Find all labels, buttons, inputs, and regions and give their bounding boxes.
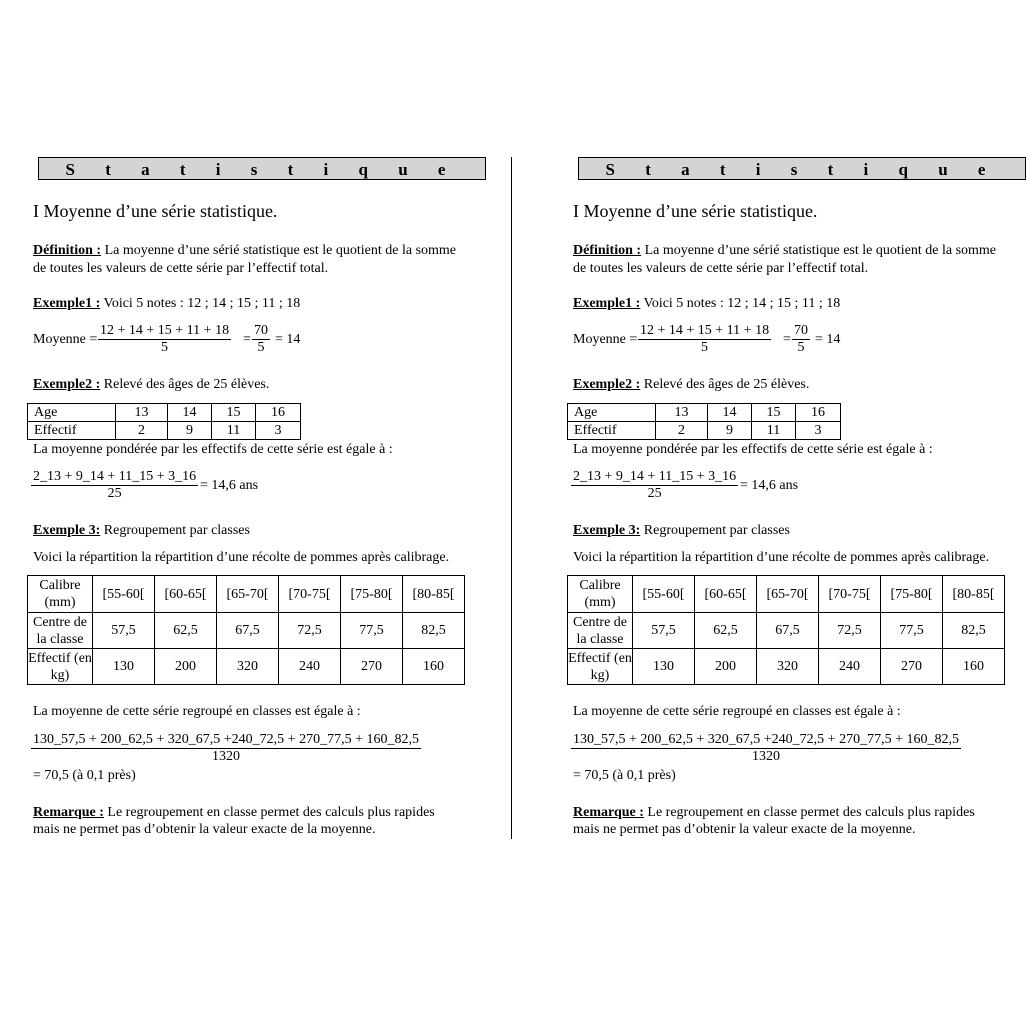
definition-label: Définition : bbox=[33, 243, 102, 258]
table-cell: 160 bbox=[943, 649, 1005, 685]
exemple1-line bbox=[33, 296, 300, 312]
section-heading: I Moyenne d’une série statistique. bbox=[33, 201, 278, 221]
table-cell: 3 bbox=[256, 422, 301, 440]
exemple3-label: Exemple 3: bbox=[33, 523, 101, 538]
table-cell: 2 bbox=[656, 422, 708, 440]
ponderee-sentence: La moyenne pondérée par les effectifs de cette série est égale à : bbox=[33, 442, 393, 457]
title-bar: S t a t i s t i q u e bbox=[38, 157, 486, 180]
fraction-calibre bbox=[31, 732, 421, 765]
table-cell: 11 bbox=[212, 422, 256, 440]
table-cell: 15 bbox=[212, 404, 256, 422]
page-content bbox=[0, 0, 493, 1024]
ages-result: = 14,6 ans bbox=[740, 478, 799, 493]
exemple2-line bbox=[33, 377, 269, 393]
exemple2-text: Relevé des âges de 25 élèves. bbox=[100, 377, 270, 392]
table-cell: 240 bbox=[279, 649, 341, 685]
definition-line1 bbox=[33, 243, 456, 259]
remarque-label: Remarque : bbox=[573, 805, 644, 820]
equals-sign: = bbox=[243, 332, 251, 347]
remarque-text: Le regroupement en classe permet des calculs plus rapides bbox=[643, 805, 975, 820]
table-cell: 16 bbox=[796, 404, 841, 422]
calibre-result: = 70,5 (à 0,1 près) bbox=[573, 768, 676, 783]
table-cell: 77,5 bbox=[341, 613, 403, 649]
table-cell: Effectif (en kg) bbox=[28, 650, 92, 683]
ages-table bbox=[27, 403, 301, 440]
table-cell: 82,5 bbox=[943, 613, 1005, 649]
exemple1-label: Exemple1 : bbox=[573, 296, 641, 311]
fraction-denominator: 5 bbox=[797, 340, 805, 355]
fraction-numerator: 130_57,5 + 200_62,5 + 320_67,5 +240_72,5 + 270_77,5 + 160_82,5 bbox=[33, 732, 419, 747]
table-row bbox=[28, 613, 465, 649]
table-cell: [55-60[ bbox=[93, 576, 155, 613]
table-cell: 270 bbox=[341, 649, 403, 685]
exemple2-text: Relevé des âges de 25 élèves. bbox=[640, 377, 810, 392]
table-cell: 57,5 bbox=[93, 613, 155, 649]
table-cell: Calibre (mm) bbox=[28, 576, 93, 613]
fraction-denominator: 1320 bbox=[751, 749, 780, 764]
ponderee-sentence: La moyenne pondérée par les effectifs de cette série est égale à : bbox=[573, 442, 933, 457]
table-cell: 67,5 bbox=[757, 613, 819, 649]
table-cell: 3 bbox=[796, 422, 841, 440]
table-cell: 200 bbox=[155, 649, 217, 685]
definition-line2: de toutes les valeurs de cette série par l’effectif total. bbox=[573, 261, 869, 276]
table-cell: [75-80[ bbox=[881, 576, 943, 613]
remarque-label: Remarque : bbox=[33, 805, 104, 820]
table-cell: [60-65[ bbox=[695, 576, 757, 613]
fraction-total bbox=[792, 323, 810, 356]
table-cell: 270 bbox=[881, 649, 943, 685]
table-cell: [55-60[ bbox=[633, 576, 695, 613]
exemple3-intro: Voici la répartition la répartition d’une récolte de pommes après calibrage. bbox=[573, 550, 990, 565]
regroupe-sentence: La moyenne de cette série regroupé en classes est égale à : bbox=[33, 704, 361, 719]
table-cell: Effectif bbox=[28, 422, 116, 440]
title-bar: S t a t i s t i q u e bbox=[578, 157, 1026, 180]
table-cell: 15 bbox=[752, 404, 796, 422]
moyenne-result: = 14 bbox=[275, 332, 301, 347]
remarque-line2: mais ne permet pas d’obtenir la valeur exacte de la moyenne. bbox=[573, 822, 916, 837]
table-cell: [60-65[ bbox=[155, 576, 217, 613]
table-cell: 13 bbox=[656, 404, 708, 422]
table-cell: 14 bbox=[168, 404, 212, 422]
table-cell: 160 bbox=[403, 649, 465, 685]
exemple1-text: Voici 5 notes : 12 ; 14 ; 15 ; 11 ; 18 bbox=[100, 296, 301, 311]
page-content bbox=[533, 0, 1033, 1024]
fraction-numerator: 12 + 14 + 15 + 11 + 18 bbox=[100, 323, 230, 338]
fraction-total bbox=[252, 323, 270, 356]
fraction-ages bbox=[31, 469, 198, 502]
table-row bbox=[28, 404, 301, 422]
remarque-line1 bbox=[33, 805, 435, 821]
table-cell: 72,5 bbox=[819, 613, 881, 649]
fraction-numerator: 70 bbox=[254, 323, 268, 338]
fraction-calibre bbox=[571, 732, 961, 765]
table-cell: 67,5 bbox=[217, 613, 279, 649]
table-cell: [80-85[ bbox=[943, 576, 1005, 613]
table-cell: Age bbox=[28, 404, 116, 422]
table-cell: 72,5 bbox=[279, 613, 341, 649]
moyenne-label: Moyenne = bbox=[573, 332, 638, 347]
table-cell: Effectif bbox=[568, 422, 656, 440]
exemple3-text: Regroupement par classes bbox=[100, 523, 250, 538]
table-cell: Centre de la classe bbox=[568, 613, 633, 649]
table-cell: [75-80[ bbox=[341, 576, 403, 613]
definition-line1 bbox=[573, 243, 996, 259]
table-cell: [80-85[ bbox=[403, 576, 465, 613]
table-cell: 9 bbox=[168, 422, 212, 440]
ages-result: = 14,6 ans bbox=[200, 478, 259, 493]
table-cell: 2 bbox=[116, 422, 168, 440]
table-cell: [70-75[ bbox=[279, 576, 341, 613]
fraction-denominator: 25 bbox=[107, 486, 122, 501]
fraction-numerator: 2_13 + 9_14 + 11_15 + 3_16 bbox=[573, 469, 737, 484]
moyenne-result: = 14 bbox=[815, 332, 841, 347]
exemple3-text: Regroupement par classes bbox=[640, 523, 790, 538]
definition-label: Définition : bbox=[573, 243, 642, 258]
table-row bbox=[568, 649, 1005, 685]
exemple2-line bbox=[573, 377, 809, 393]
table-row bbox=[28, 576, 465, 613]
table-row bbox=[28, 422, 301, 440]
table-cell: 130 bbox=[633, 649, 695, 685]
fraction-notes bbox=[638, 323, 771, 356]
definition-text: La moyenne d’une sérié statistique est le quotient de la somme bbox=[641, 243, 997, 258]
table-cell: 16 bbox=[256, 404, 301, 422]
remarque-line1 bbox=[573, 805, 975, 821]
table-cell: Effectif (en kg) bbox=[568, 650, 632, 683]
fraction-numerator: 70 bbox=[794, 323, 808, 338]
fraction-numerator: 130_57,5 + 200_62,5 + 320_67,5 +240_72,5 + 270_77,5 + 160_82,5 bbox=[573, 732, 959, 747]
section-heading: I Moyenne d’une série statistique. bbox=[573, 201, 818, 221]
page-right bbox=[512, 0, 999, 1024]
fraction-denominator: 5 bbox=[161, 340, 169, 355]
table-row bbox=[568, 404, 841, 422]
remarque-line2: mais ne permet pas d’obtenir la valeur exacte de la moyenne. bbox=[33, 822, 376, 837]
table-cell: Centre de la classe bbox=[28, 613, 93, 649]
fraction-numerator: 12 + 14 + 15 + 11 + 18 bbox=[640, 323, 770, 338]
table-row bbox=[28, 649, 465, 685]
calibre-table bbox=[567, 575, 1005, 685]
exemple3-label: Exemple 3: bbox=[573, 523, 641, 538]
table-cell: 13 bbox=[116, 404, 168, 422]
table-cell: 240 bbox=[819, 649, 881, 685]
fraction-denominator: 5 bbox=[257, 340, 265, 355]
table-cell: 200 bbox=[695, 649, 757, 685]
page-left bbox=[0, 0, 512, 1024]
table-row bbox=[568, 613, 1005, 649]
fraction-denominator: 1320 bbox=[211, 749, 240, 764]
ages-table bbox=[567, 403, 841, 440]
fraction-ages bbox=[571, 469, 738, 502]
definition-line2: de toutes les valeurs de cette série par l’effectif total. bbox=[33, 261, 329, 276]
fraction-numerator: 2_13 + 9_14 + 11_15 + 3_16 bbox=[33, 469, 197, 484]
table-cell: 14 bbox=[708, 404, 752, 422]
table-cell: 62,5 bbox=[695, 613, 757, 649]
exemple2-label: Exemple2 : bbox=[33, 377, 101, 392]
table-cell: 57,5 bbox=[633, 613, 695, 649]
exemple1-text: Voici 5 notes : 12 ; 14 ; 15 ; 11 ; 18 bbox=[640, 296, 841, 311]
equals-sign: = bbox=[783, 332, 791, 347]
exemple3-intro: Voici la répartition la répartition d’une récolte de pommes après calibrage. bbox=[33, 550, 450, 565]
regroupe-sentence: La moyenne de cette série regroupé en classes est égale à : bbox=[573, 704, 901, 719]
calibre-table bbox=[27, 575, 465, 685]
table-cell: [65-70[ bbox=[757, 576, 819, 613]
table-cell: Age bbox=[568, 404, 656, 422]
remarque-text: Le regroupement en classe permet des calculs plus rapides bbox=[103, 805, 435, 820]
table-cell: [65-70[ bbox=[217, 576, 279, 613]
exemple1-line bbox=[573, 296, 840, 312]
fraction-denominator: 5 bbox=[701, 340, 709, 355]
table-cell: Calibre (mm) bbox=[568, 576, 633, 613]
table-cell: [70-75[ bbox=[819, 576, 881, 613]
fraction-notes bbox=[98, 323, 231, 356]
table-cell: 320 bbox=[757, 649, 819, 685]
table-row bbox=[568, 576, 1005, 613]
moyenne-label: Moyenne = bbox=[33, 332, 98, 347]
table-cell: 11 bbox=[752, 422, 796, 440]
table-cell: 82,5 bbox=[403, 613, 465, 649]
calibre-result: = 70,5 (à 0,1 près) bbox=[33, 768, 136, 783]
fraction-denominator: 25 bbox=[647, 486, 662, 501]
table-cell: 9 bbox=[708, 422, 752, 440]
table-cell: 320 bbox=[217, 649, 279, 685]
exemple3-line bbox=[33, 523, 250, 539]
table-cell: 62,5 bbox=[155, 613, 217, 649]
exemple2-label: Exemple2 : bbox=[573, 377, 641, 392]
definition-text: La moyenne d’une sérié statistique est le quotient de la somme bbox=[101, 243, 457, 258]
table-cell: 130 bbox=[93, 649, 155, 685]
table-cell: 77,5 bbox=[881, 613, 943, 649]
exemple1-label: Exemple1 : bbox=[33, 296, 101, 311]
exemple3-line bbox=[573, 523, 790, 539]
table-row bbox=[568, 422, 841, 440]
